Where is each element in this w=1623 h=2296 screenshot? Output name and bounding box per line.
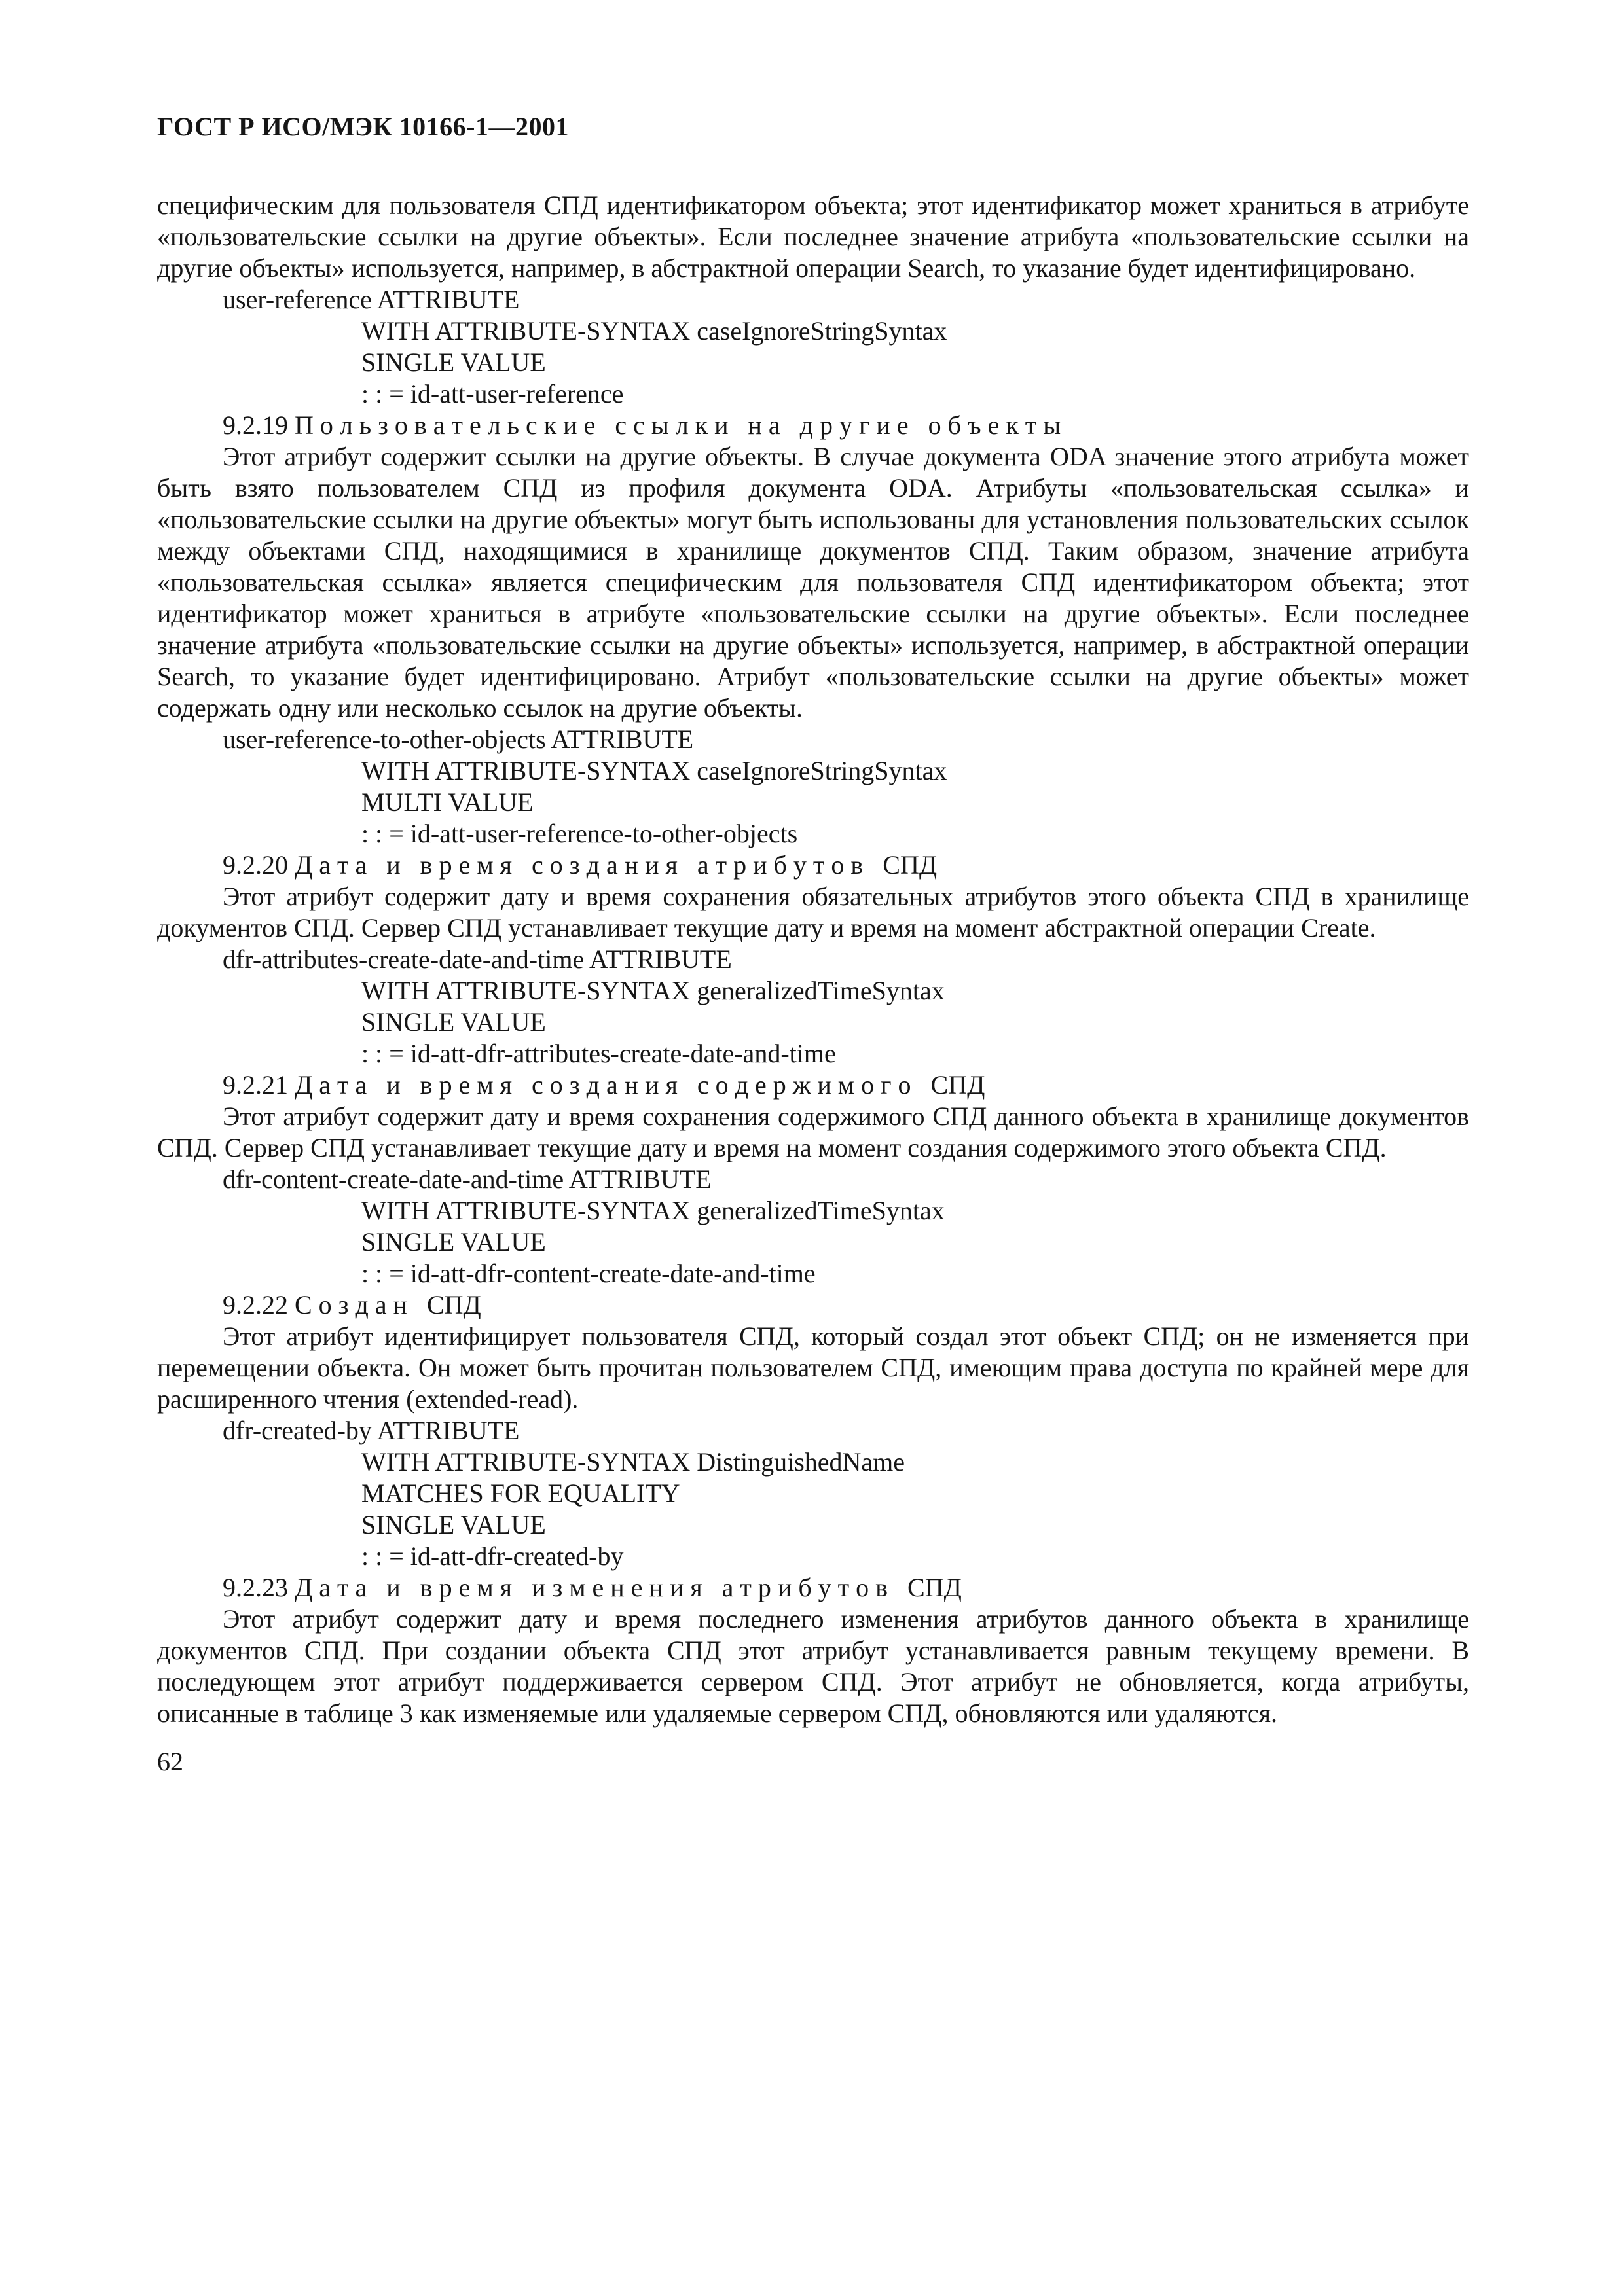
page-number: 62 xyxy=(157,1747,183,1776)
code-line: MULTI VALUE xyxy=(361,787,534,817)
code-line: user-reference ATTRIBUTE xyxy=(223,285,520,314)
code-block-dfr-attributes-create xyxy=(157,944,1469,1069)
code-line: dfr-attributes-create-date-and-time ATTRIBUTE xyxy=(223,944,732,974)
section-heading-9-2-22: 9.2.22 С о з д а н СПД xyxy=(223,1290,481,1319)
code-line: WITH ATTRIBUTE-SYNTAX generalizedTimeSyntax xyxy=(361,976,945,1005)
paragraph: Этот атрибут содержит ссылки на другие объекты. В случае документа ODA значение этого атрибута может быть взято пользователем СПД из профиля документа ODA. Атрибуты «пользовательская ссылка» и «пользовательские ссылки на другие объекты» могут быть использованы для установления пользовательских ссылок между объектами СПД, находящимися в хранилище документов СПД. Таким образом, значение атрибута «пользовательская ссылка» является специфическим для пользователя СПД идентификатором объекта; этот идентификатор может храниться в атрибуте «пользовательские ссылки на другие объекты». Если последнее значение атрибута «пользовательские ссылки на другие объекты» используется, например, в абстрактной операции Search, то указание будет идентифицировано. Атрибут «пользовательские ссылки на другие объекты» может содержать одну или несколько ссылок на другие объекты. xyxy=(157,442,1469,723)
code-line: WITH ATTRIBUTE-SYNTAX DistinguishedName xyxy=(361,1447,905,1477)
code-line: : : = id-att-user-reference-to-other-objects xyxy=(361,819,798,848)
code-line: SINGLE VALUE xyxy=(361,1227,546,1257)
section-heading-9-2-19: 9.2.19 П о л ь з о в а т е л ь с к и е с с ы л к и н а д р у г и е о б ъ е к т ы xyxy=(223,410,1061,440)
code-line: : : = id-att-dfr-attributes-create-date-and-time xyxy=(361,1039,836,1068)
code-line: WITH ATTRIBUTE-SYNTAX caseIgnoreStringSyntax xyxy=(361,316,947,346)
code-block-dfr-content-create xyxy=(157,1164,1469,1289)
code-block-user-reference-to-other-objects xyxy=(157,724,1469,850)
code-line: : : = id-att-user-reference xyxy=(361,379,624,408)
code-line: : : = id-att-dfr-content-create-date-and-time xyxy=(361,1259,816,1288)
code-block-user-reference xyxy=(157,284,1469,410)
code-block-dfr-created-by xyxy=(157,1415,1469,1572)
running-header xyxy=(157,111,1469,143)
paragraph-continuation: специфическим для пользователя СПД идентификатором объекта; этот идентификатор может храниться в атрибуте «пользовательские ссылки на другие объекты». Если последнее значение атрибута «пользовательские ссылки на другие объекты» используется, например, в абстрактной операции Search, то указание будет идентифицировано. xyxy=(157,190,1469,283)
paragraph: Этот атрибут содержит дату и время сохранения содержимого СПД данного объекта в хранилище документов СПД. Сервер СПД устанавливает текущие дату и время на момент создания содержимого этого объекта СПД. xyxy=(157,1102,1469,1162)
code-line: dfr-created-by ATTRIBUTE xyxy=(223,1416,520,1445)
paragraph: Этот атрибут идентифицирует пользователя СПД, который создал этот объект СПД; он не изменяется при перемещении объекта. Он может быть прочитан пользователем СПД, имеющим права доступа по крайней мере для расширенного чтения (extended-read). xyxy=(157,1321,1469,1414)
code-line: MATCHES FOR EQUALITY xyxy=(361,1479,680,1508)
code-line: dfr-content-create-date-and-time ATTRIBUTE xyxy=(223,1164,712,1194)
code-line: SINGLE VALUE xyxy=(361,1007,546,1037)
paragraph: Этот атрибут содержит дату и время сохранения обязательных атрибутов этого объекта СПД в хранилище документов СПД. Сервер СПД устанавливает текущие дату и время на момент абстрактной операции Create. xyxy=(157,882,1469,942)
document-code: ГОСТ Р ИСО/МЭК 10166-1—2001 xyxy=(157,112,569,141)
section-heading-9-2-23: 9.2.23 Д а т а и в р е м я и з м е н е н и я а т р и б у т о в СПД xyxy=(223,1573,962,1602)
code-line: WITH ATTRIBUTE-SYNTAX generalizedTimeSyntax xyxy=(361,1196,945,1225)
code-line: SINGLE VALUE xyxy=(361,1510,546,1539)
code-line: SINGLE VALUE xyxy=(361,348,546,377)
section-heading-9-2-20: 9.2.20 Д а т а и в р е м я с о з д а н и я а т р и б у т о в СПД xyxy=(223,850,938,880)
code-line: WITH ATTRIBUTE-SYNTAX caseIgnoreStringSyntax xyxy=(361,756,947,785)
section-heading-9-2-21: 9.2.21 Д а т а и в р е м я с о з д а н и я с о д е р ж и м о г о СПД xyxy=(223,1070,985,1100)
code-line: : : = id-att-dfr-created-by xyxy=(361,1541,624,1571)
code-line: user-reference-to-other-objects ATTRIBUTE xyxy=(223,725,694,754)
document-body xyxy=(157,190,1469,1729)
paragraph: Этот атрибут содержит дату и время последнего изменения атрибутов данного объекта в хранилище документов СПД. При создании объекта СПД этот атрибут устанавливается равным текущему времени. В последующем этот атрибут поддерживается сервером СПД. Этот атрибут не обновляется, когда атрибуты, описанные в таблице 3 как изменяемые или удаляемые сервером СПД, обновляются или удаляются. xyxy=(157,1604,1469,1728)
